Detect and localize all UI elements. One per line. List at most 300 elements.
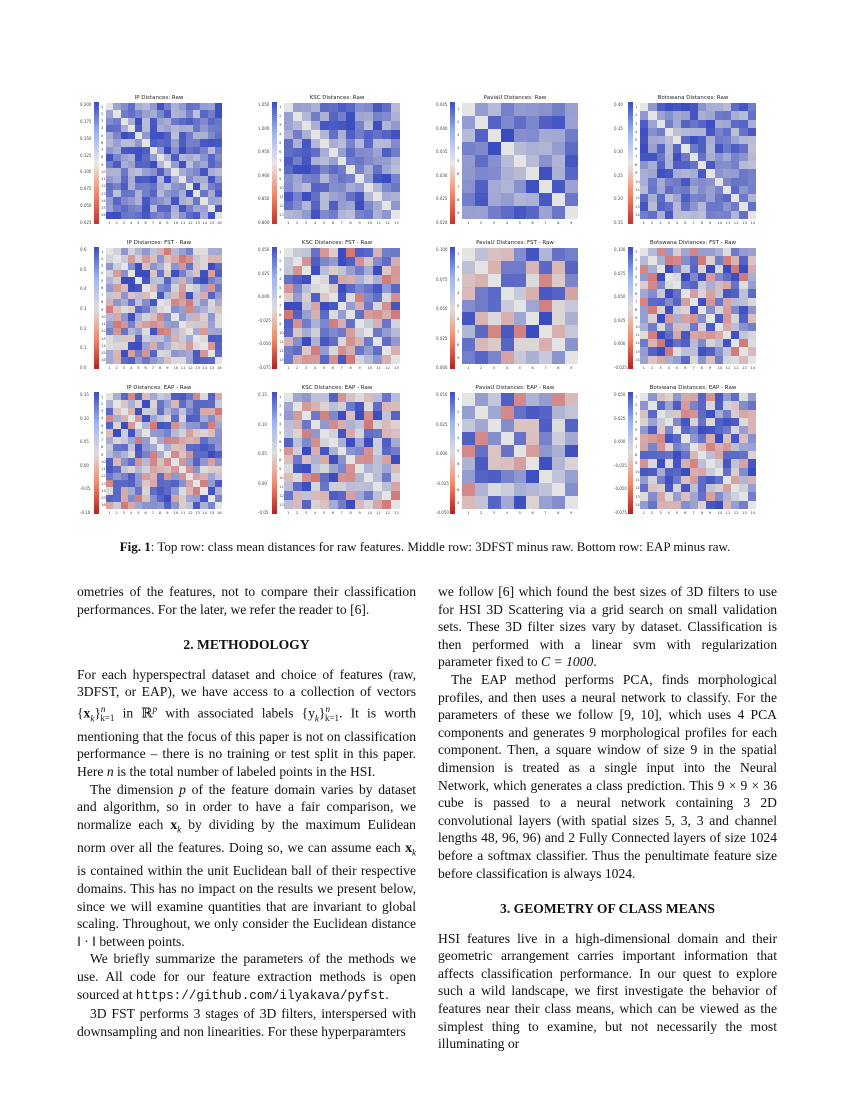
heatmap-cell [462, 325, 475, 338]
heatmap-cell [462, 338, 475, 351]
heatmap-cell [293, 319, 302, 328]
heatmap-cell [462, 496, 475, 509]
heatmap-cell [382, 148, 391, 157]
heatmap-cell [302, 103, 311, 112]
heatmap-cell [302, 447, 311, 456]
heatmap-cell [382, 266, 391, 275]
heatmap-cell [113, 357, 120, 364]
heatmap-cell [391, 248, 400, 257]
heatmap-cell [657, 393, 665, 401]
col-tick-label: 2 [479, 509, 483, 515]
heatmap-cell [106, 248, 113, 255]
heatmap-grid [284, 103, 400, 219]
heatmap-cell [565, 287, 578, 300]
heatmap-cell [150, 183, 157, 190]
heatmap-cell [171, 183, 178, 190]
heatmap-cell [208, 393, 215, 400]
heatmap-cell [748, 347, 756, 355]
heatmap-cell [681, 289, 689, 297]
col-tick-label: 13 [394, 509, 399, 515]
heatmap-cell [648, 339, 656, 347]
heatmap-cell [293, 201, 302, 210]
heatmap-cell [501, 103, 514, 116]
row-tick-label: 12 [635, 485, 640, 491]
col-tick-label: 8 [557, 364, 560, 370]
row-tick-label: 8 [457, 196, 460, 202]
heatmap-cell [293, 284, 302, 293]
heatmap-cell [164, 263, 171, 270]
heatmap-cell [150, 429, 157, 436]
col-tick-label: 11 [725, 364, 731, 370]
heatmap-cell [142, 313, 149, 320]
heatmap-cell [179, 118, 186, 125]
heatmap-cell [150, 263, 157, 270]
heatmap-cell [200, 408, 207, 415]
heatmap-cell [739, 136, 747, 144]
heatmap-cell [113, 495, 120, 502]
col-tick-label: 3 [492, 364, 496, 370]
heatmap-cell [193, 350, 200, 357]
heatmap-cell [514, 457, 527, 470]
heatmap-cell [128, 292, 135, 299]
col-tick-label: 8 [557, 509, 560, 515]
heatmap-cell [346, 302, 355, 311]
colorbar-tick-label: 0.05 [80, 439, 89, 445]
heatmap-cell [748, 161, 756, 169]
heatmap-cell [391, 192, 400, 201]
heatmap-cell [723, 256, 731, 264]
heatmap-cell [329, 310, 338, 319]
row-tick-label: 2 [457, 264, 460, 270]
heatmap-cell [121, 255, 128, 262]
heatmap-cell [208, 422, 215, 429]
heatmap-cell [391, 455, 400, 464]
heatmap-cell [706, 161, 714, 169]
heatmap-cell [475, 457, 488, 470]
heatmap-cell [186, 168, 193, 175]
heatmap-cell [215, 255, 222, 262]
heatmap-cell [346, 402, 355, 411]
heatmap-cell [142, 147, 149, 154]
heatmap-cell [135, 444, 142, 451]
colorbar-tick-label: 0.200 [80, 102, 92, 107]
heatmap-cell [391, 284, 400, 293]
heatmap-cell [338, 393, 347, 402]
heatmap-cell [293, 429, 302, 438]
heatmap-cell [200, 480, 207, 487]
heatmap-cell [391, 275, 400, 284]
row-tick-label: 4 [457, 290, 460, 296]
heatmap-cell [142, 350, 149, 357]
colorbar-tick-label: 0.000 [436, 451, 448, 456]
heatmap-cell [355, 139, 364, 148]
col-tick-label: 12 [187, 364, 193, 370]
heatmap-cell [731, 314, 739, 322]
heatmap-cell [320, 310, 329, 319]
col-tick-label: 5 [137, 219, 140, 225]
heatmap-cell [293, 447, 302, 456]
heatmap-cell [657, 459, 665, 467]
heatmap-cell [690, 128, 698, 136]
heatmap-cell [462, 261, 475, 274]
col-tick-label: 9 [166, 219, 169, 225]
heatmap-cell [179, 161, 186, 168]
heatmap-cell [215, 248, 222, 255]
heatmap-cell [731, 136, 739, 144]
heatmap-cell [382, 183, 391, 192]
heatmap-cell [382, 139, 391, 148]
col-tick-label: 5 [675, 509, 679, 515]
heatmap-cell [648, 111, 656, 119]
heatmap-cell [462, 274, 475, 287]
heatmap-cell [739, 298, 747, 306]
heatmap-cell [135, 161, 142, 168]
heatmap-cell [552, 248, 565, 261]
heatmap-cell [142, 466, 149, 473]
heatmap-cell [179, 342, 186, 349]
col-tick-label: 3 [659, 364, 662, 370]
heatmap-cell [193, 335, 200, 342]
heatmap-cell [364, 201, 373, 210]
heatmap-cell [373, 464, 382, 473]
heatmap-cell [186, 328, 193, 335]
heatmap-cell [128, 306, 135, 313]
heatmap-cell [135, 480, 142, 487]
heatmap-cell [673, 136, 681, 144]
heatmap-cell [648, 256, 656, 264]
caption-label: Fig. 1 [119, 539, 151, 554]
heatmap-cell [673, 265, 681, 273]
heatmap-cell [382, 112, 391, 121]
heatmap-cell [150, 132, 157, 139]
heatmap-cell [142, 502, 149, 509]
heatmap-cell [346, 174, 355, 183]
heatmap-cell [673, 501, 681, 509]
heatmap-cell [200, 132, 207, 139]
heatmap-cell [106, 306, 113, 313]
heatmap-cell [355, 319, 364, 328]
heatmap-cell [171, 328, 178, 335]
heatmap-cell [193, 168, 200, 175]
heatmap-grid [640, 393, 756, 509]
heatmap-cell [329, 402, 338, 411]
heatmap-cell [673, 161, 681, 169]
heatmap-cell [514, 248, 527, 261]
heatmap-cell [640, 492, 648, 500]
heatmap-cell [657, 331, 665, 339]
colorbar-tick-label: -0.050 [436, 510, 449, 515]
heatmap-cell [200, 270, 207, 277]
heatmap-cell [208, 408, 215, 415]
heatmap-cell [128, 313, 135, 320]
heatmap-cell [355, 174, 364, 183]
heatmap-cell [706, 492, 714, 500]
heatmap-cell [200, 248, 207, 255]
heatmap-cell [200, 103, 207, 110]
heatmap-cell [106, 350, 113, 357]
heatmap-cell [150, 212, 157, 219]
heatmap-cell [715, 339, 723, 347]
heatmap-cell [135, 147, 142, 154]
row-tick-label: 2 [635, 257, 638, 263]
heatmap-cell [488, 103, 501, 116]
heatmap-cell [501, 129, 514, 142]
heatmap-cell [320, 346, 329, 355]
colorbar [94, 102, 99, 224]
heatmap-cell [157, 313, 164, 320]
heatmap-cell [731, 120, 739, 128]
heatmap-cell [311, 355, 320, 364]
heatmap-cell [640, 339, 648, 347]
heatmap-cell [142, 335, 149, 342]
heatmap-cell [539, 300, 552, 313]
heatmap-cell [164, 328, 171, 335]
heatmap-cell [673, 273, 681, 281]
heatmap-cell [157, 248, 164, 255]
row-tick-label: 6 [101, 284, 104, 290]
heatmap-cell [329, 257, 338, 266]
colorbar-tick-label: 0.6 [80, 247, 87, 252]
heatmap-cell [302, 438, 311, 447]
heatmap-cell [150, 444, 157, 451]
heatmap-panel [258, 239, 416, 379]
heatmap-cell [665, 418, 673, 426]
heatmap-cell [673, 459, 681, 467]
heatmap-cell [135, 495, 142, 502]
colorbar-tick-label: 0.00 [80, 462, 89, 468]
heatmap-cell [311, 130, 320, 139]
heatmap-cell [121, 429, 128, 436]
heatmap-cell [171, 118, 178, 125]
heatmap-cell [113, 429, 120, 436]
heatmap-cell [113, 451, 120, 458]
heatmap-cell [329, 121, 338, 130]
heatmap-cell [284, 402, 293, 411]
colorbar-tick-label: 0.4 [80, 286, 87, 292]
heatmap-cell [113, 197, 120, 204]
heatmap-cell [355, 121, 364, 130]
heatmap-cell [208, 270, 215, 277]
heatmap-cell [157, 277, 164, 284]
heatmap-cell [355, 310, 364, 319]
heatmap-cell [142, 125, 149, 132]
col-tick-label: 8 [158, 509, 162, 515]
heatmap-cell [552, 116, 565, 129]
heatmap-cell [164, 466, 171, 473]
heatmap-cell [723, 111, 731, 119]
heatmap-cell [648, 484, 656, 492]
heatmap-cell [748, 459, 756, 467]
heatmap-cell [320, 257, 329, 266]
heatmap-cell [293, 266, 302, 275]
heatmap-cell [373, 192, 382, 201]
row-tick-label: 1 [635, 394, 638, 400]
col-tick-label: 2 [650, 364, 654, 370]
heatmap-cell [690, 476, 698, 484]
heatmap-cell [171, 248, 178, 255]
heatmap-cell [186, 197, 193, 204]
heatmap-cell [113, 212, 120, 219]
col-tick-label: 16 [216, 509, 222, 515]
heatmap-cell [142, 161, 149, 168]
heatmap-cell [200, 473, 207, 480]
heatmap-cell [171, 357, 178, 364]
heatmap-cell [113, 321, 120, 328]
heatmap-cell [475, 248, 488, 261]
heatmap-cell [338, 482, 347, 491]
heatmap-cell [186, 132, 193, 139]
heatmap-cell [565, 206, 578, 219]
colorbar-tick-label: 0.025 [80, 220, 92, 225]
heatmap-cell [186, 400, 193, 407]
heatmap-cell [739, 393, 747, 401]
code-url-link[interactable]: https://github.com/ilyakava/pyfst [135, 988, 386, 1003]
heatmap-cell [171, 502, 178, 509]
heatmap-cell [665, 476, 673, 484]
heatmap-cell [673, 111, 681, 119]
heatmap-cell [355, 491, 364, 500]
heatmap-cell [739, 161, 747, 169]
heatmap-cell [135, 118, 142, 125]
heatmap-cell [338, 275, 347, 284]
heatmap-cell [698, 443, 706, 451]
heatmap-cell [150, 110, 157, 117]
heatmap-cell [329, 447, 338, 456]
heatmap-panel [436, 384, 594, 524]
heatmap-cell [142, 444, 149, 451]
heatmap-cell [681, 153, 689, 161]
heatmap-cell [355, 455, 364, 464]
colorbar-tick-label: 0.075 [614, 270, 626, 276]
heatmap-cell [391, 346, 400, 355]
heatmap-cell [338, 148, 347, 157]
heatmap-cell [329, 473, 338, 482]
heatmap-cell [681, 136, 689, 144]
heatmap-cell [475, 116, 488, 129]
row-tick-label: 3 [279, 122, 282, 128]
heatmap-cell [373, 420, 382, 429]
heatmap-cell [142, 458, 149, 465]
heatmap-cell [539, 180, 552, 193]
heatmap-cell [748, 153, 756, 161]
col-tick-label: 7 [340, 219, 343, 225]
heatmap-cell [462, 167, 475, 180]
heatmap-cell [673, 323, 681, 331]
heatmap-cell [715, 492, 723, 500]
heatmap-cell [284, 429, 293, 438]
col-tick-label: 2 [295, 219, 299, 225]
heatmap-cell [135, 154, 142, 161]
heatmap-cell [329, 165, 338, 174]
heatmap-cell [200, 495, 207, 502]
heatmap-cell [320, 112, 329, 121]
heatmap-cell [475, 432, 488, 445]
heatmap-cell [382, 438, 391, 447]
heatmap-cell [640, 144, 648, 152]
heatmap-cell [665, 459, 673, 467]
heatmap-cell [706, 169, 714, 177]
colorbar-tick-label: 0.035 [436, 149, 448, 155]
colorbar-tick-label: 0.025 [614, 415, 626, 421]
col-tick-label: 10 [173, 364, 179, 370]
col-tick-label: 14 [202, 364, 208, 370]
heatmap-cell [723, 248, 731, 256]
col-tick-label: 4 [129, 509, 133, 515]
heatmap-cell [171, 400, 178, 407]
heatmap-cell [681, 314, 689, 322]
heatmap-cell [501, 180, 514, 193]
heatmap-cell [698, 273, 706, 281]
heatmap-panel [258, 94, 416, 234]
heatmap-title: PaviaU Distances: Raw [483, 95, 547, 101]
heatmap-cell [640, 111, 648, 119]
heatmap-cell [715, 393, 723, 401]
row-tick-label: 3 [635, 410, 638, 416]
row-tick-label: 15 [101, 350, 106, 356]
heatmap-cell [391, 438, 400, 447]
heatmap-cell [164, 125, 171, 132]
col-tick-label: 15 [209, 219, 215, 225]
heatmap-cell [355, 429, 364, 438]
heatmap-cell [320, 500, 329, 509]
heatmap-cell [673, 178, 681, 186]
row-tick-label: 14 [635, 356, 640, 362]
heatmap-cell [106, 161, 113, 168]
heatmap-cell [731, 484, 739, 492]
heatmap-cell [640, 476, 648, 484]
heatmap-cell [293, 192, 302, 201]
heatmap-cell [284, 420, 293, 429]
heatmap-cell [346, 355, 355, 364]
heatmap-cell [715, 178, 723, 186]
heatmap-cell [164, 400, 171, 407]
heatmap-cell [346, 310, 355, 319]
heatmap-cell [690, 169, 698, 177]
heatmap-cell [723, 492, 731, 500]
colorbar-tick-label: 0.10 [80, 415, 89, 421]
heatmap-cell [665, 298, 673, 306]
heatmap-cell [200, 415, 207, 422]
heatmap-cell [329, 183, 338, 192]
heatmap-cell [526, 406, 539, 419]
heatmap-cell [186, 321, 193, 328]
heatmap-cell [373, 275, 382, 284]
col-tick-label: 3 [659, 219, 662, 225]
heatmap-cell [311, 148, 320, 157]
heatmap-cell [302, 319, 311, 328]
heatmap-cell [164, 429, 171, 436]
col-tick-label: 4 [505, 219, 509, 225]
heatmap-cell [364, 148, 373, 157]
heatmap-cell [698, 501, 706, 509]
heatmap-cell [208, 473, 215, 480]
row-tick-label: 2 [635, 112, 638, 118]
heatmap-cell [673, 347, 681, 355]
heatmap-cell [698, 410, 706, 418]
heatmap-cell [748, 451, 756, 459]
heatmap-cell [135, 393, 142, 400]
heatmap-cell [142, 451, 149, 458]
heatmap-cell [293, 121, 302, 130]
heatmap-cell [215, 342, 222, 349]
heatmap-cell [748, 492, 756, 500]
row-tick-label: 6 [279, 149, 282, 155]
heatmap-cell [715, 289, 723, 297]
heatmap-cell [128, 393, 135, 400]
heatmap-cell [186, 357, 193, 364]
heatmap-cell [284, 393, 293, 402]
heatmap-cell [128, 270, 135, 277]
